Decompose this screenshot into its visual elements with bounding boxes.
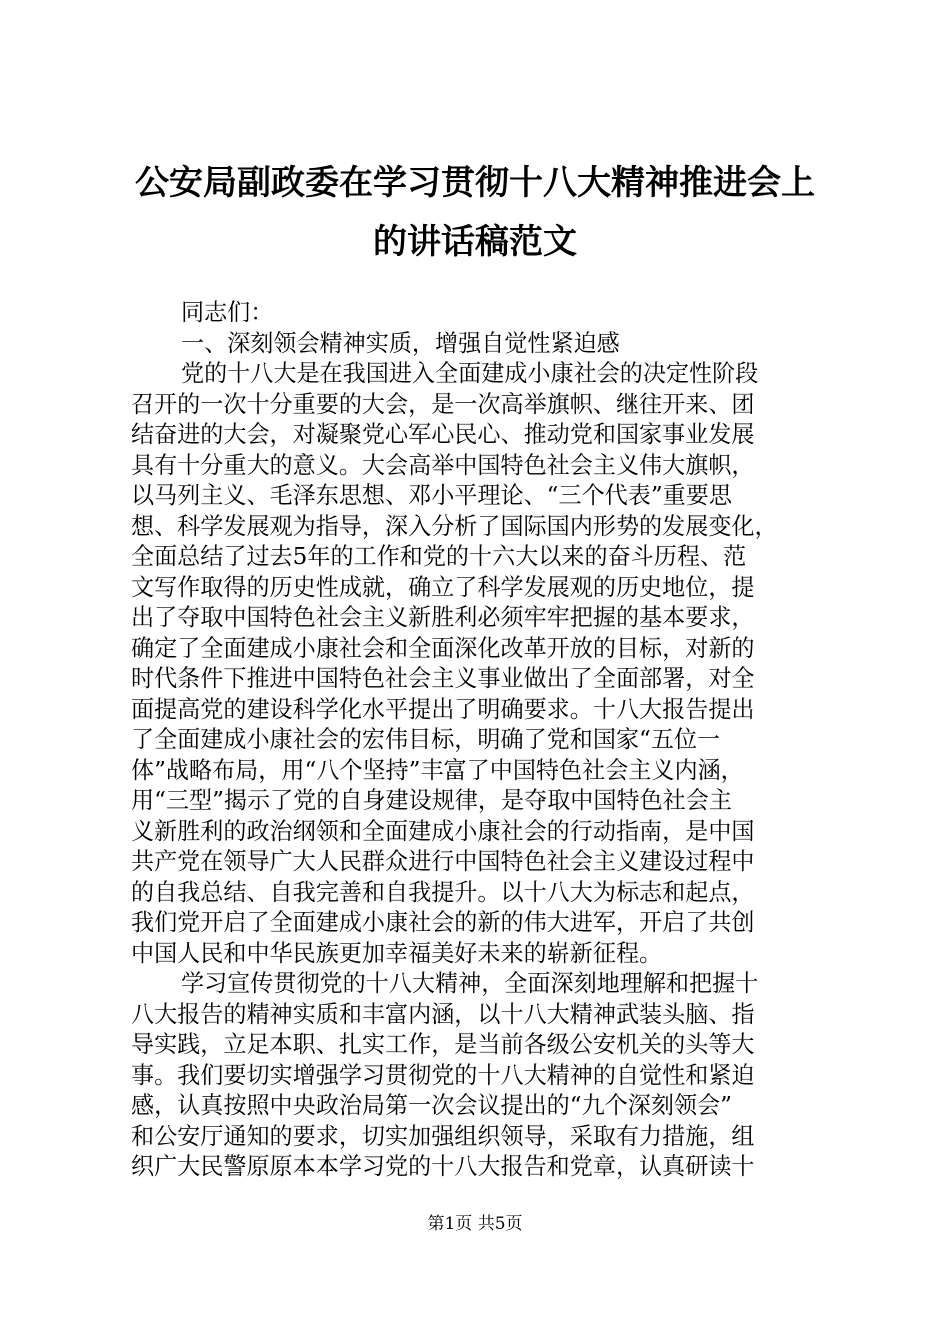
body-text-line: 织广大民警原原本本学习党的十八大报告和党章，认真研读十 bbox=[131, 1154, 755, 1180]
body-text-line: 和公安厅通知的要求，切实加强组织领导，采取有力措施，组 bbox=[131, 1123, 755, 1150]
body-text-line: 了全面建成小康社会的宏伟目标，明确了党和国家“五位一 bbox=[131, 727, 721, 753]
body-text-line: 时代条件下推进中国特色社会主义事业做出了全面部署，对全 bbox=[131, 666, 755, 692]
body-text-line: 确定了全面建成小康社会和全面深化改革开放的目标，对新的 bbox=[131, 635, 755, 662]
body-text-line: 以马列主义、毛泽东思想、邓小平理论、“三个代表”重要思 bbox=[131, 483, 732, 509]
body-text-line: 事。我们要切实增强学习贯彻党的十八大精神的自觉性和紧迫 bbox=[131, 1062, 755, 1089]
body-text-line: 共产党在领导广大人民群众进行中国特色社会主义建设过程中 bbox=[131, 849, 755, 875]
document-body bbox=[131, 298, 831, 1183]
body-text-line: 八大报告的精神实质和丰富内涵，以十八大精神武装头脑、指 bbox=[131, 1001, 755, 1028]
body-text-line: 我们党开启了全面建成小康社会的新的伟大进军，开启了共创 bbox=[131, 910, 755, 936]
document-title-line-1: 公安局副政委在学习贯彻十八大精神推进会上 bbox=[135, 163, 815, 203]
body-text-line: 导实践，立足本职、扎实工作，是当前各级公安机关的头等大 bbox=[131, 1032, 755, 1058]
body-text-line: 用“三型”揭示了党的自身建设规律，是夺取中国特色社会主 bbox=[131, 788, 732, 814]
document-title-line-2: 的讲话稿范文 bbox=[373, 222, 577, 262]
body-text-line: 全面总结了过去5年的工作和党的十六大以来的奋斗历程、范 bbox=[131, 544, 747, 570]
body-text-line: 想、科学发展观为指导，深入分析了国际国内形势的发展变化， bbox=[131, 513, 778, 540]
body-text-line: 中国人民和中华民族更加幸福美好未来的崭新征程。 bbox=[131, 940, 663, 967]
body-text-line: 体”战略布局，用“八个坚持”丰富了中国特色社会主义内涵， bbox=[131, 757, 744, 784]
body-text-line: 文写作取得的历史性成就，确立了科学发展观的历史地位，提 bbox=[131, 574, 755, 601]
body-text-line: 结奋进的大会，对凝聚党心军心民心、推动党和国家事业发展 bbox=[131, 422, 755, 448]
body-text-line: 同志们： bbox=[181, 300, 274, 326]
body-text-line: 的自我总结、自我完善和自我提升。以十八大为标志和起点， bbox=[131, 879, 755, 906]
page-footer: 第1页 共5页 bbox=[427, 1214, 523, 1234]
body-text-line: 出了夺取中国特色社会主义新胜利必须牢牢把握的基本要求， bbox=[131, 605, 755, 631]
body-text-line: 党的十八大是在我国进入全面建成小康社会的决定性阶段 bbox=[181, 361, 759, 387]
body-text-line: 具有十分重大的意义。大会高举中国特色社会主义伟大旗帜， bbox=[131, 452, 755, 479]
body-text-line: 学习宣传贯彻党的十八大精神，全面深刻地理解和把握十 bbox=[181, 971, 759, 997]
body-text-line: 面提高党的建设科学化水平提出了明确要求。十八大报告提出 bbox=[131, 696, 755, 723]
body-text-line: 一、深刻领会精神实质，增强自觉性紧迫感 bbox=[181, 330, 620, 357]
body-text-line: 召开的一次十分重要的大会，是一次高举旗帜、继往开来、团 bbox=[131, 391, 755, 418]
body-text-line: 义新胜利的政治纲领和全面建成小康社会的行动指南，是中国 bbox=[131, 818, 755, 845]
body-text-line: 感，认真按照中央政治局第一次会议提出的“九个深刻领会” bbox=[131, 1093, 732, 1119]
